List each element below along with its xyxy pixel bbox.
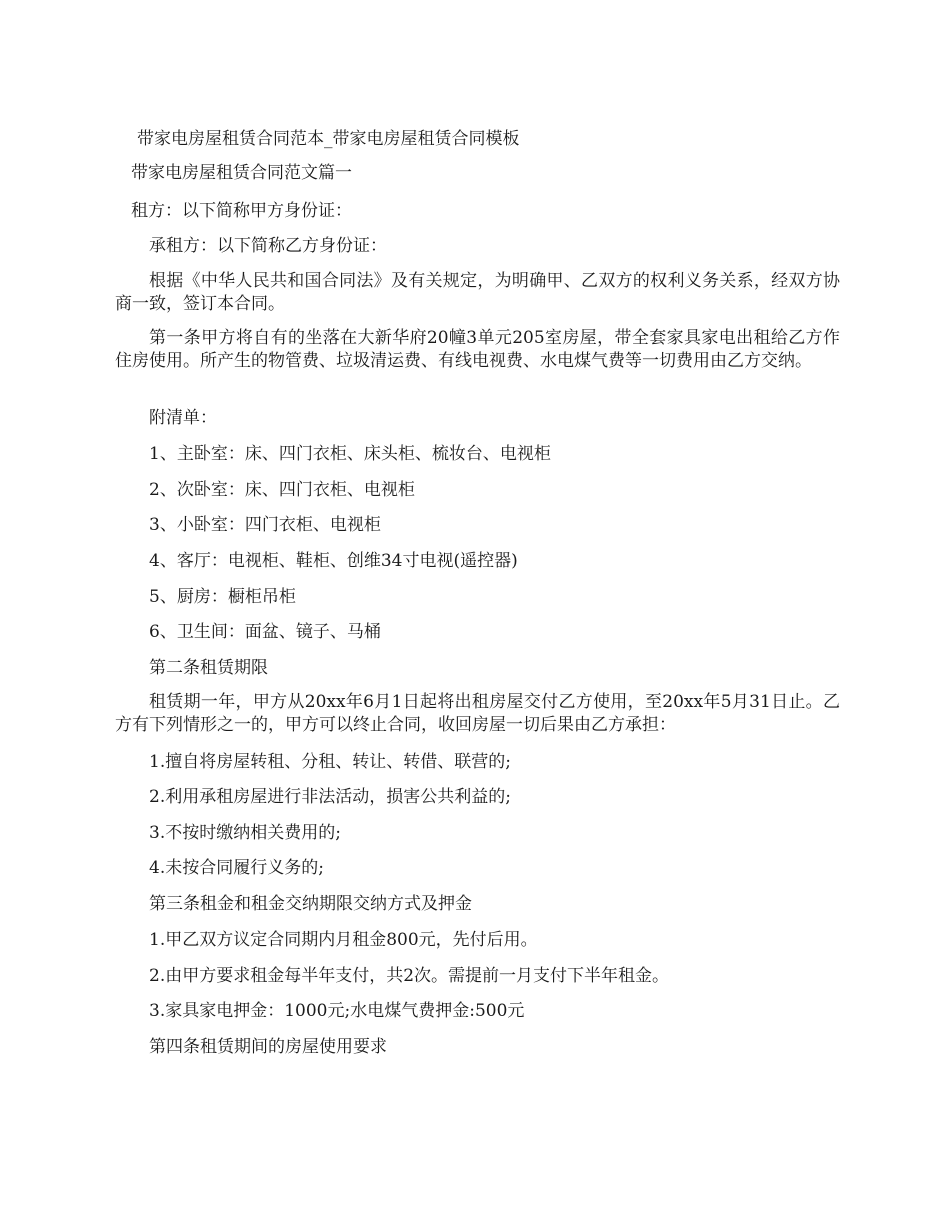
article-2-paragraph: 租赁期一年，甲方从20xx年6月1日起将出租房屋交付乙方使用，至20xx年5月31日止。乙方有下列情形之一的，甲方可以终止合同，收回房屋一切后果由乙方承担： (115, 692, 840, 735)
document-subtitle: 带家电房屋租赁合同范文篇一 (131, 163, 352, 183)
document-title: 带家电房屋租赁合同范本_带家电房屋租赁合同模板 (137, 129, 520, 149)
lessor-line: 租方：以下简称甲方身份证： (131, 201, 352, 221)
list-heading: 附清单： (149, 408, 217, 428)
list-item: 6、卫生间：面盆、镜子、马桶 (149, 622, 381, 642)
list-item: 5、厨房：橱柜吊柜 (149, 587, 296, 607)
intro-paragraph: 根据《中华人民共和国合同法》及有关规定，为明确甲、乙双方的权利义务关系，经双方协商一致，签订本合同。 (115, 271, 840, 314)
article-3-item: 3.家具家电押金：1000元;水电煤气费押金:500元 (149, 1001, 525, 1021)
list-item: 3、小卧室：四门衣柜、电视柜 (149, 515, 381, 535)
list-item: 1、主卧室：床、四门衣柜、床头柜、梳妆台、电视柜 (149, 444, 551, 464)
article-3-heading: 第三条租金和租金交纳期限交纳方式及押金 (149, 894, 472, 914)
article-1-paragraph: 第一条甲方将自有的坐落在大新华府20幢3单元205室房屋，带全套家具家电出租给乙方作住房使用。所产生的物管费、垃圾清运费、有线电视费、水电煤气费等一切费用由乙方交纳。 (115, 328, 840, 371)
article-2-heading: 第二条租赁期限 (149, 658, 268, 678)
list-item: 4、客厅：电视柜、鞋柜、创维34寸电视(遥控器) (149, 551, 518, 571)
article-2-item: 1.擅自将房屋转租、分租、转让、转借、联营的; (149, 752, 511, 772)
article-2-item: 4.未按合同履行义务的; (149, 858, 324, 878)
lessee-line: 承租方：以下简称乙方身份证： (149, 236, 387, 256)
article-3-item: 1.甲乙双方议定合同期内月租金800元，先付后用。 (149, 930, 538, 950)
article-2-item: 2.利用承租房屋进行非法活动，损害公共利益的; (149, 787, 511, 807)
article-3-item: 2.由甲方要求租金每半年支付，共2次。需提前一月支付下半年租金。 (149, 966, 670, 986)
article-4-heading: 第四条租赁期间的房屋使用要求 (149, 1037, 387, 1057)
list-item: 2、次卧室：床、四门衣柜、电视柜 (149, 480, 415, 500)
article-2-item: 3.不按时缴纳相关费用的; (149, 823, 341, 843)
